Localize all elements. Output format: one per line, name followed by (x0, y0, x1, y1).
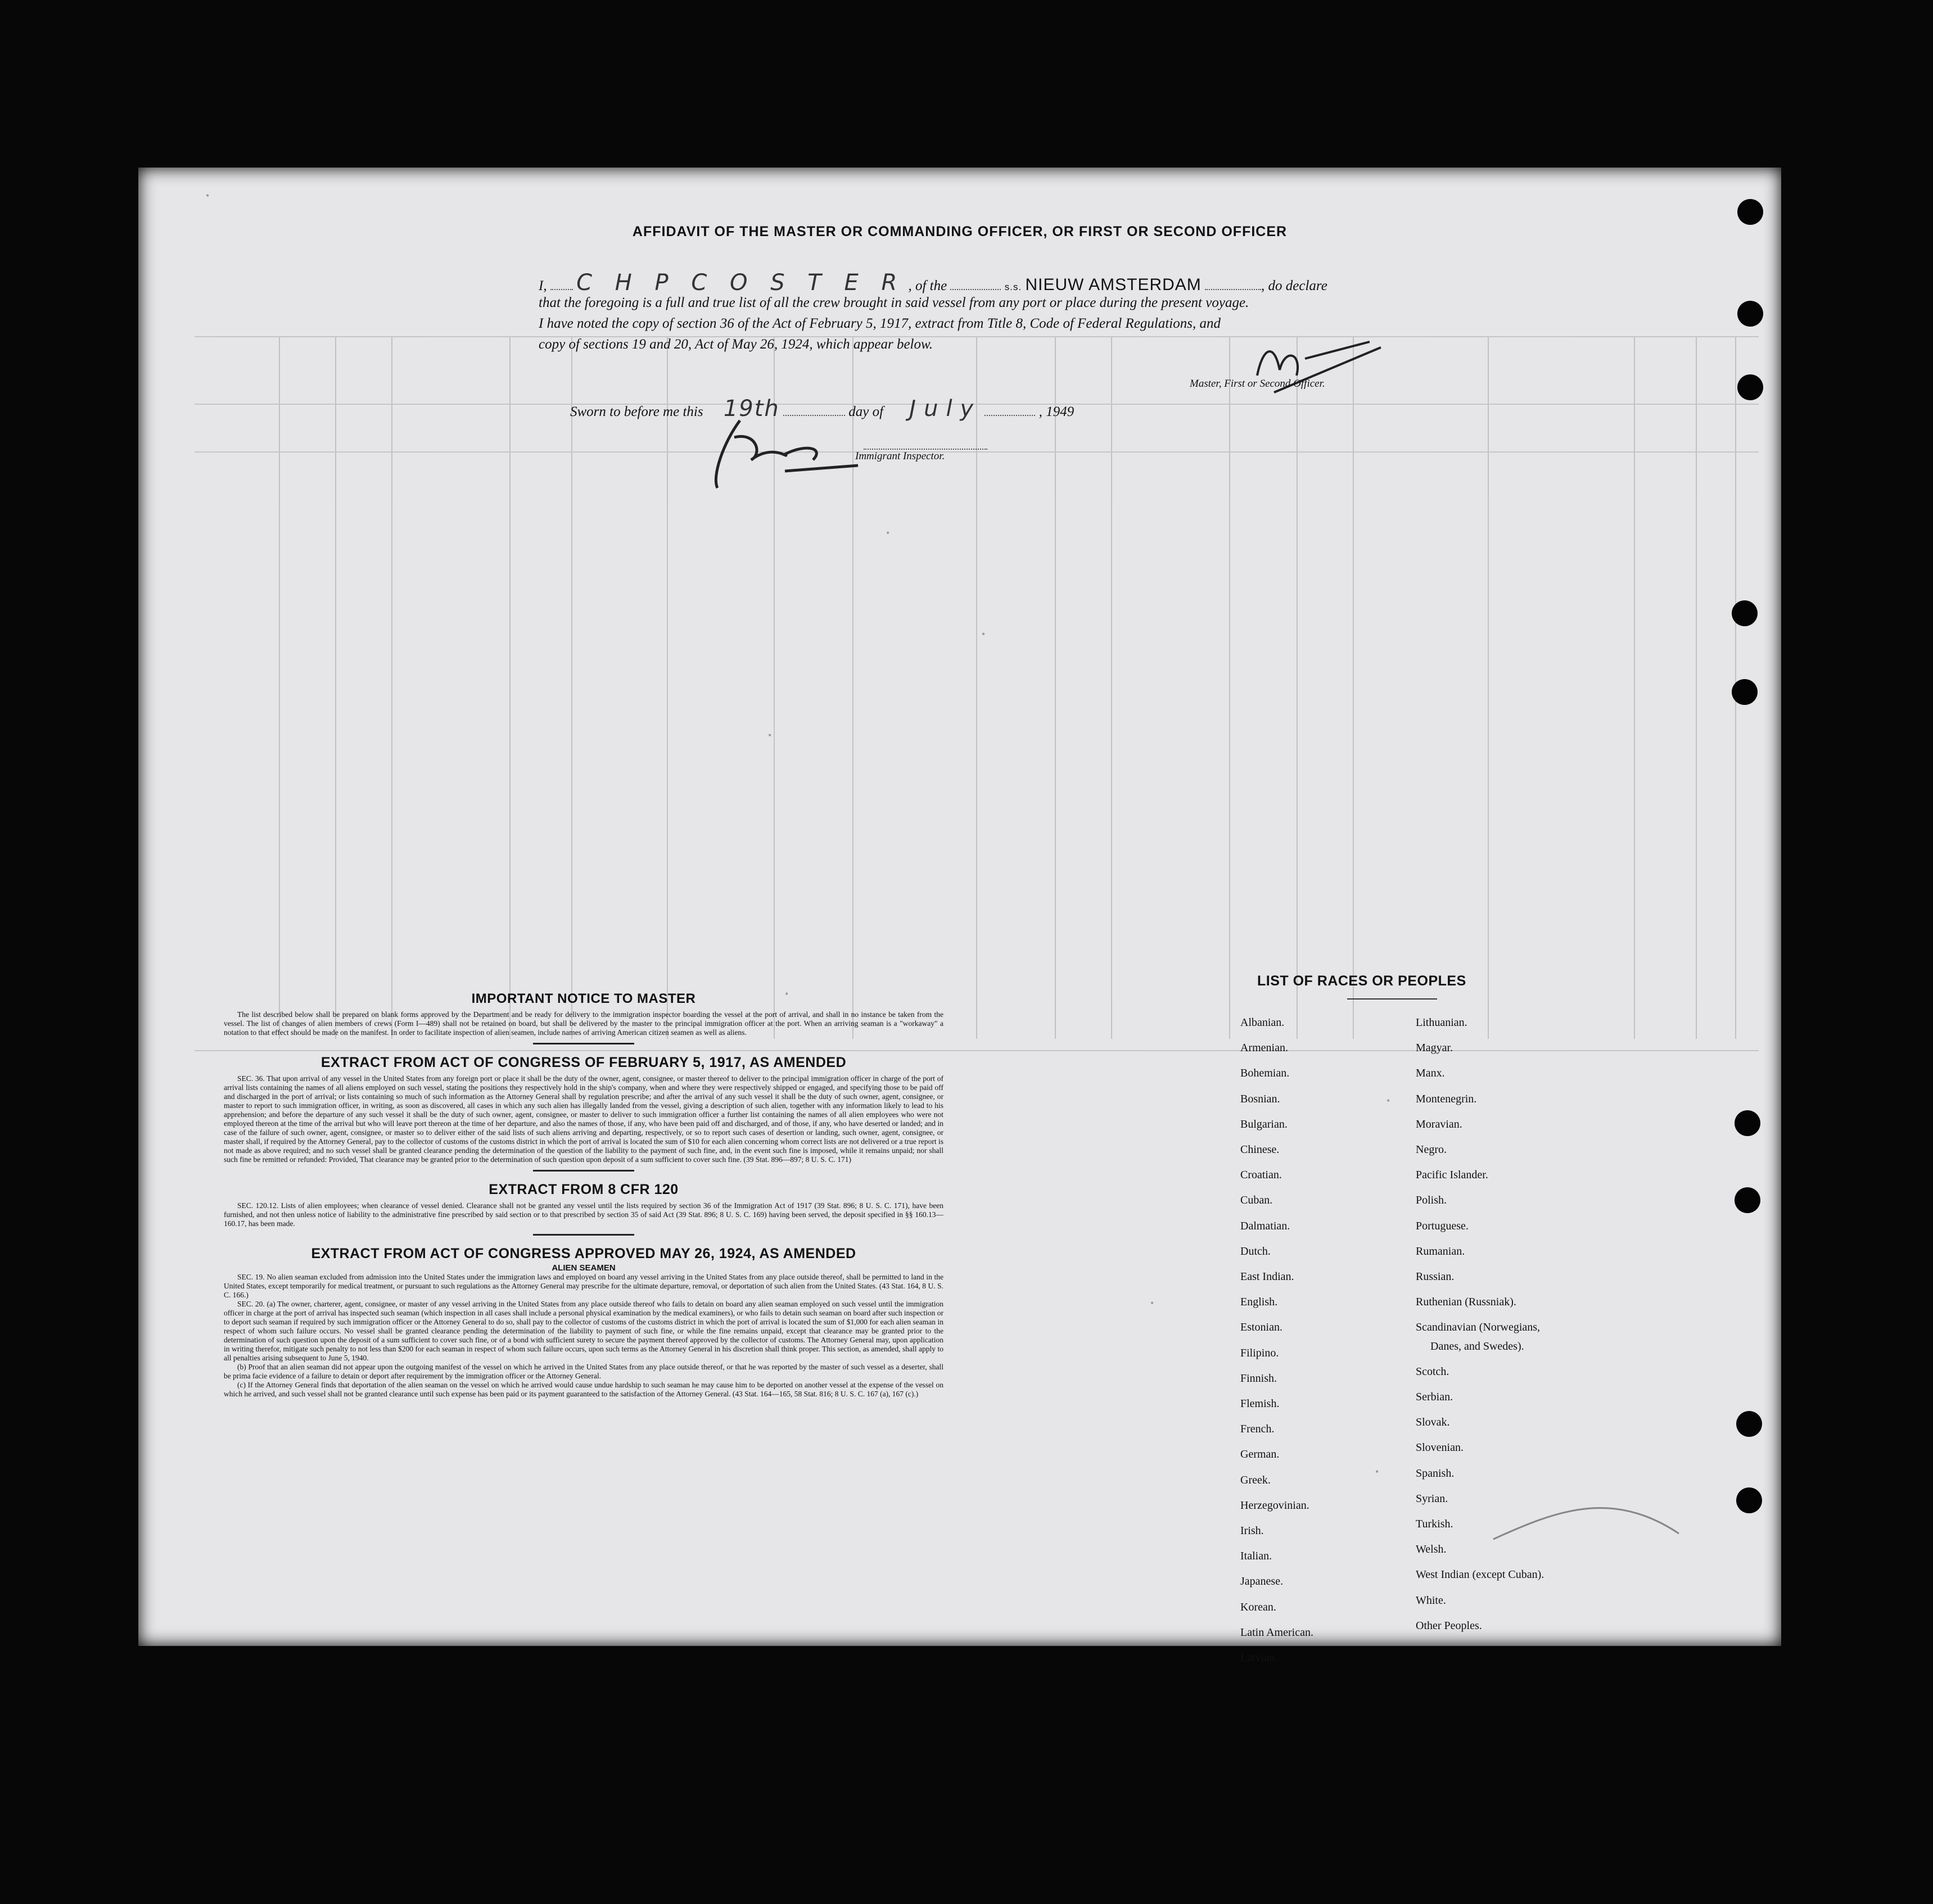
i-label: I, (539, 278, 547, 293)
race-item: Moravian. (1416, 1118, 1462, 1130)
extract3-para-3: (b) Proof that an alien seaman did not appear upon the outgoing manifest of the vessel on which he arrived in the United States from any place outside thereof, or that he was reported by the master of such vessel as a deserter, shall be prima facie evidence of a failure to detain or deport after requirement by the immigration officer or the Attorney General. (224, 1363, 943, 1380)
race-item: Spanish. (1416, 1467, 1455, 1480)
race-item: Turkish. (1416, 1518, 1453, 1530)
vessel-name: NIEUW AMSTERDAM (1025, 275, 1202, 294)
race-item: Ruthenian (Russniak). (1416, 1296, 1516, 1309)
punch-hole (1736, 1411, 1762, 1437)
bleed-through (138, 168, 1781, 1646)
sworn-month: July (909, 396, 982, 422)
race-item: Magyar. (1416, 1042, 1453, 1055)
manifest-page: • • • • • • • • AFFIDAVIT OF THE MASTER OR COMMANDING OFFICER, OR FIRST OR SECOND OFFICER I, C H P C O S T E R , of the s.s. NIEUW AMSTERDAM , do declare that the foregoing is a full and true list of all the crew brought in said vessel from any port or place during the present voyage. I have noted the copy of section 36 of the Act of February 5, 1917, extract from Title 8, Code of Federal Regulations, and copy of sections 19 and 20, Act of May 26, 1924, which appear below. Master, First or Second Officer. Sworn to before me this 19th day of July , 1949 Immigrant Inspector. IMPORTANT NOTICE TO MASTER The list described below shall be prepared on blank forms approved by the Department and be ready for delivery to the immigration inspector boarding the vessel at the port of arrival, and shall in no instance be taken from the vessel. The list of changes of alien members of crews (Form I—489) shall not be retained on board, but shall be delivered by the master to the principal immigration officer at the port. When an arriving seaman is a "workaway" a notation to that effect should be made on the manifest. In order to facilitate inspection of alien seamen, include names of arriving American citizen seamen as well as aliens. EXTRACT FROM ACT OF CONGRESS OF FEBRUARY 5, 1917, AS AMENDED SEC. 36. That upon arrival of any vessel in the United States from any foreign port or place it shall be the duty of the owner, agent, consignee, or master thereof to deliver to the principal immigration officer in charge of the port of arrival lists containing the names of all aliens employed on such vessel, stating the positions they respectively hold in the ship's company, when and where they were respectively shipped or engaged, and specifying those to be paid off and discharged in the port of arrival; or lists containing so much of such information as the Attorney General shall by regulation prescribe; and after the arrival of any such vessel it shall be the duty of such owner, agent, consignee, or master to report to such immigration officer, in writing, as soon as discovered, all cases in which any such alien has illegally landed from the vessel, giving a description of such alien, together with any information likely to lead to his apprehension; and before the departure of any such vessel it shall be the duty of such owner, agent, consignee, or master to deliver to such immigration officer a further list containing the names of all alien employees who were not employed thereon at the time of the arrival but who will leave port thereon at the time of her departure, and also the names of those, if any, who have been paid off and discharged, and of those, if any, who have deserted or landed; and in case of the failure of such owner, agent, consignee, or master so to deliver either of the said lists of such aliens arriving and departing, respectively, or so to report such cases of desertion or landing, such owner, agent, consignee, or master shall, if required by the Attorney General, pay to the collector of customs of the customs district in which the port of arrival is located the sum of $10 for each alien concerning whom correct lists are not delivered or a true report is not made as above required; and no such vessel shall be granted clearance pending the determination of the question of the liability to the payment of such fine, and, in the event such fine is imposed, while it remains unpaid; nor shall such fine be remitted or refunded: Provided, That clearance may be granted prior to the determination of such question upon deposit of a sum sufficient to cover such fine. (39 Stat. 896—897; 8 U. S. C. 171) EXTRACT FROM 8 CFR 120 SEC. 120.12. Lists of alien employees; when clearance of vessel denied. Clearance shall not be granted any vessel until the lists required by section 36 of the Immigration Act of 1917 (39 Stat. 896; 8 U. S. C. 171), have been furnished, and not then unless notice of liability to the administrative fine prescribed by said section or to that prescribed by section 35 of said Act (39 Stat. 896; 8 U. S. C. 169) having been served, the deposit specified in §§ 160.13—160.17, has been made. EXTRACT FROM ACT OF CONGRESS APPROVED MAY 26, 1924, AS AMENDED ALIEN SEAMEN SEC. 19. No alien seaman excluded from admission into the United States under the immigration laws and employed on board any vessel arriving in the United States from any place outside thereof, shall be permitted to land in the United States, except temporarily for medical treatment, or pursuant to such regulations as the Attorney General may prescribe for the ultimate departure, removal, or deportation of such alien from the United States. (43 Stat. 164, 8 U. S. C. 166.) SEC. 20. (a) The owner, charterer, agent, consignee, or master of any vessel arriving in the United States from any place outside thereof who fails to detain on board any alien seaman employed on such vessel until the immigration officer in charge at the port of arrival has inspected such seaman (which inspection in all cases shall include a personal physical examination by the medical examiners), or who fails to detain such seaman on board after such inspection or to deport such seaman if required by such immigration officer or the Attorney General to do so, shall pay to the collector of customs of the customs district in which the port of arrival is located the sum of $1,000 for each alien seaman in respect of whom such failure occurs. No vessel shall be granted clearance pending the determination of the liability to payment of such fine, or while the fine remains unpaid, except that clearance may be granted prior to the determination of such question upon the deposit of a sum sufficient to cover such fine, or of a bond with sufficient surety to secure the payment thereof approved by the collector of customs. The Attorney General may, upon application in writing therefor, mitigate such penalty to not less than $200 for each seaman in respect of whom such failure occurs, upon such terms as the Attorney General in his discretion shall think proper. This section, as amended, shall apply to all penalties arising subsequent to June 5, 1940. (b) Proof that an alien seaman did not appear upon the outgoing manifest of the vessel on which he arrived in the United States from any place outside thereof, or that he was reported by the master of such vessel as a deserter, shall be prima facie evidence of a failure to detain or deport after requirement by the immigration officer or the Attorney General. (c) If the Attorney General finds that deportation of the alien seaman on the vessel on which he arrived would cause undue hardship to such seaman he may cause him to be deported on another vessel at the expense of the vessel on which he arrived, and such vessel shall not be granted clearance until such expense has been paid or its payment guaranteed to the satisfaction of the Attorney General. (43 Stat. 164—165, 58 Stat. 816; 8 U. S. C. 167 (a), 167 (c).) LIST OF RACES OR PEOPLES Albanian. Armenian. Bohemian. Bosnian. Bulgarian. Chinese. Croatian. Cuban. Dalmatian. Dutch. East Indian. English. Estonian. Filipino. Finnish. Flemish. French. German. Greek. Herzegovinian. Irish. Italian. Japanese. Korean. Latin American. Latvian. Lithuanian. Magyar. Manx. Montenegrin. Moravian. Negro. Pacific Islander. Polish. Portuguese. Rumanian. Russian. Ruthenian (Russniak). Scandinavian (Norwegians, Danes, and Swedes). Scotch. Serbian. Slovak. Slovenian. Spanish. Syrian. Turkish. Welsh. West Indian (except Cuban). White. Other Peoples. (138, 168, 1781, 1646)
of-the-label: , of the (908, 278, 947, 293)
race-item: Estonian. (1240, 1321, 1282, 1334)
race-item: Russian. (1416, 1270, 1455, 1283)
race-item: Serbian. (1416, 1391, 1453, 1403)
do-declare-label: , do declare (1261, 278, 1327, 293)
race-item: Other Peoples. (1416, 1619, 1482, 1632)
extract2-title: EXTRACT FROM 8 CFR 120 (489, 1182, 679, 1197)
race-item: Flemish. (1240, 1398, 1280, 1410)
race-item: Dalmatian. (1240, 1219, 1290, 1232)
ss-label: s.s. (1004, 282, 1022, 292)
race-item: German. (1240, 1448, 1280, 1461)
race-item: Croatian. (1240, 1169, 1282, 1182)
race-item: Latvian. (1240, 1652, 1278, 1664)
race-item: Scotch. (1416, 1365, 1449, 1378)
sworn-day: 19th (723, 396, 780, 422)
extract2-body: SEC. 120.12. Lists of alien employees; when clearance of vessel denied. Clearance shall not be granted any vessel until the lists required by section 36 of the Immigration Act of 1917 (39 Stat. 896; 8 U. S. C. 171), have been furnished, and not then unless notice of liability to the administrative fine prescribed by said section or to that prescribed by section 35 of said Act (39 Stat. 896; 8 U. S. C. 169) having been served, the deposit specified in §§ 160.13—160.17, has been made. (224, 1201, 943, 1228)
affidavit-line-2: that the foregoing is a full and true list of all the crew brought in said vessel from any port or place during the present voyage. (539, 295, 1249, 310)
race-item: Slovak. (1416, 1416, 1450, 1429)
race-item: French. (1240, 1423, 1275, 1436)
race-item: Albanian. (1240, 1016, 1285, 1029)
race-item: Korean. (1240, 1600, 1276, 1613)
race-item: English. (1240, 1296, 1278, 1309)
race-item: Montenegrin. (1416, 1092, 1477, 1105)
inspector-label: Immigrant Inspector. (855, 450, 945, 462)
master-name: C H P C O S T E R (576, 270, 905, 296)
notice-block (224, 991, 943, 1399)
notice-body: The list described below shall be prepared on blank forms approved by the Department and be ready for delivery to the immigration inspector boarding the vessel at the port of arrival, and shall in no instance be taken from the vessel. The list of changes of alien members of crews (Form I—489) shall not be retained on board, but shall be delivered by the master to the principal immigration officer at the port. When an arriving seaman is a "workaway" a notation to that effect should be made on the manifest. In order to facilitate inspection of alien seamen, include names of arriving American citizen seamen as well as aliens. (224, 1010, 943, 1037)
race-item: Pacific Islander. (1416, 1169, 1488, 1182)
punch-hole (1737, 301, 1763, 327)
race-item: White. (1416, 1594, 1446, 1607)
race-item: Latin American. (1240, 1626, 1313, 1639)
race-item: Scandinavian (Norwegians, (1416, 1321, 1541, 1334)
race-item: Rumanian. (1416, 1245, 1465, 1258)
extract3-subtitle: ALIEN SEAMEN (552, 1263, 616, 1273)
race-item: Chinese. (1240, 1143, 1280, 1156)
race-item: Greek. (1240, 1473, 1271, 1486)
race-item: Portuguese. (1416, 1219, 1469, 1232)
race-item: Herzegovinian. (1240, 1499, 1309, 1512)
extract1-body: SEC. 36. That upon arrival of any vessel in the United States from any foreign port or place it shall be the duty of the owner, agent, consignee, or master thereof to deliver to the principal immigration officer in charge of the port of arrival lists containing the names of all aliens employed on such vessel, stating the positions they respectively hold in the ship's company, when and where they were respectively shipped or engaged, and specifying those to be paid off and discharged in the port of arrival; or lists containing so much of such information as the Attorney General shall by regulation prescribe; and after the arrival of any such vessel it shall be the duty of such owner, agent, consignee, or master to report to such immigration officer, in writing, as soon as discovered, all cases in which any such alien has illegally landed from the vessel, giving a description of such alien, together with any information likely to lead to his apprehension; and before the departure of any such vessel it shall be the duty of such owner, agent, consignee, or master to deliver to such immigration officer a further list containing the names of all alien employees who were not employed thereon at the time of the arrival but who will leave port thereon at the time of her departure, and also the names of those, if any, who have been paid off and discharged, and of those, if any, who have deserted or landed; and in case of the failure of such owner, agent, consignee, or master so to deliver either of the said lists of such aliens arriving and departing, respectively, or so to report such cases of desertion or landing, such owner, agent, consignee, or master shall, if required by the Attorney General, pay to the collector of customs of the customs district in which the port of arrival is located the sum of $10 for each alien concerning whom correct lists are not delivered or a true report is not made as above required; and no such vessel shall be granted clearance pending the determination of the question of the liability to the payment of such fine, and, in the event such fine is imposed, while it remains unpaid; nor shall such fine be remitted or refunded: Provided, That clearance may be granted prior to the determination of such question upon deposit of a sum sufficient to cover such fine. (39 Stat. 896—897; 8 U. S. C. 171) (224, 1074, 943, 1164)
affidavit-line-4: copy of sections 19 and 20, Act of May 26, 1924, which appear below. (539, 337, 933, 352)
day-of-label: day of (848, 404, 884, 419)
race-item: Italian. (1240, 1550, 1272, 1563)
punch-hole (1735, 1110, 1760, 1136)
punch-hole (1736, 1487, 1762, 1513)
race-item: Polish. (1416, 1194, 1447, 1207)
extract3-para-4: (c) If the Attorney General finds that deportation of the alien seaman on the vessel on which he arrived would cause undue hardship to such seaman he may cause him to be deported on another vessel at the expense of the vessel on which he arrived, and such vessel shall not be granted clearance until such expense has been paid or its payment guaranteed to the satisfaction of the Attorney General. (43 Stat. 164—165, 58 Stat. 816; 8 U. S. C. 167 (a), 167 (c).) (224, 1381, 943, 1398)
punch-hole (1737, 374, 1763, 400)
notice-title: IMPORTANT NOTICE TO MASTER (471, 991, 696, 1006)
race-item: Syrian. (1416, 1492, 1448, 1505)
race-item: Japanese. (1240, 1575, 1284, 1588)
race-item: Bohemian. (1240, 1067, 1290, 1080)
race-item: Bosnian. (1240, 1092, 1280, 1105)
race-item: East Indian. (1240, 1270, 1294, 1283)
sworn-year: , 1949 (1038, 404, 1074, 419)
punch-hole (1737, 199, 1763, 225)
affidavit-line-1 (539, 270, 1551, 296)
race-item: Finnish. (1240, 1372, 1277, 1385)
race-item: West Indian (except Cuban). (1416, 1568, 1544, 1581)
punch-hole (1732, 600, 1758, 626)
race-item: Negro. (1416, 1143, 1447, 1156)
race-item: Armenian. (1240, 1042, 1288, 1055)
race-item: Welsh. (1416, 1543, 1447, 1556)
affidavit-title: AFFIDAVIT OF THE MASTER OR COMMANDING OFFICER, OR FIRST OR SECOND OFFICER (632, 224, 1288, 239)
extract1-title: EXTRACT FROM ACT OF CONGRESS OF FEBRUARY 5, 1917, AS AMENDED (320, 1055, 847, 1070)
race-item: Bulgarian. (1240, 1118, 1288, 1130)
races-title: LIST OF RACES OR PEOPLES (1257, 973, 1466, 989)
punch-hole (1732, 679, 1758, 705)
race-item: Slovenian. (1416, 1441, 1464, 1454)
race-item: Danes, and Swedes). (1430, 1340, 1524, 1353)
extract3-para-2: SEC. 20. (a) The owner, charterer, agent, consignee, or master of any vessel arriving in the United States from any place outside thereof who fails to detain on board any alien seaman employed on such vessel until the immigration officer in charge at the port of arrival has inspected such seaman (which inspection in all cases shall include a personal physical examination by the medical examiners), or who fails to detain such seaman on board after such inspection or to deport such seaman if required by such immigration officer or the Attorney General to do so, shall pay to the collector of customs of the customs district in which the port of arrival is located the sum of $1,000 for each alien seaman in respect of whom such failure occurs. No vessel shall be granted clearance pending the determination of the liability to payment of such fine, or while the fine remains unpaid, except that clearance may be granted prior to the determination of such question upon the deposit of a sum sufficient to cover such fine, or of a bond with sufficient surety to secure the payment thereof approved by the collector of customs. The Attorney General may, upon application in writing therefor, mitigate such penalty to not less than $200 for each seaman in respect of whom such failure occurs, upon such terms as the Attorney General in his discretion shall think proper. This section, as amended, shall apply to all penalties arising subsequent to June 5, 1940. (224, 1300, 943, 1362)
race-item: Manx. (1416, 1067, 1445, 1080)
sworn-label: Sworn to before me this (570, 404, 703, 419)
race-item: Dutch. (1240, 1245, 1271, 1258)
master-title-label: Master, First or Second Officer. (1190, 378, 1325, 390)
race-item: Lithuanian. (1416, 1016, 1467, 1029)
extract3-para-1: SEC. 19. No alien seaman excluded from admission into the United States under the immigration laws and employed on board any vessel arriving in the United States from any place outside thereof, shall be permitted to land in the United States, except temporarily for medical treatment, or pursuant to such regulations as the Attorney General may prescribe for the ultimate departure, removal, or deportation of such alien from the United States. (43 Stat. 164, 8 U. S. C. 166.) (224, 1273, 943, 1299)
affidavit-line-3: I have noted the copy of section 36 of the Act of February 5, 1917, extract from Title 8, Code of Federal Regulations, and (539, 316, 1221, 331)
bleed-stroke (1488, 1477, 1690, 1545)
inspector-signature (701, 409, 864, 494)
punch-hole (1735, 1187, 1760, 1213)
race-item: Irish. (1240, 1525, 1264, 1537)
extract3-title: EXTRACT FROM ACT OF CONGRESS APPROVED MAY 26, 1924, AS AMENDED (311, 1246, 856, 1261)
race-item: Filipino. (1240, 1346, 1279, 1359)
race-item: Cuban. (1240, 1194, 1273, 1207)
